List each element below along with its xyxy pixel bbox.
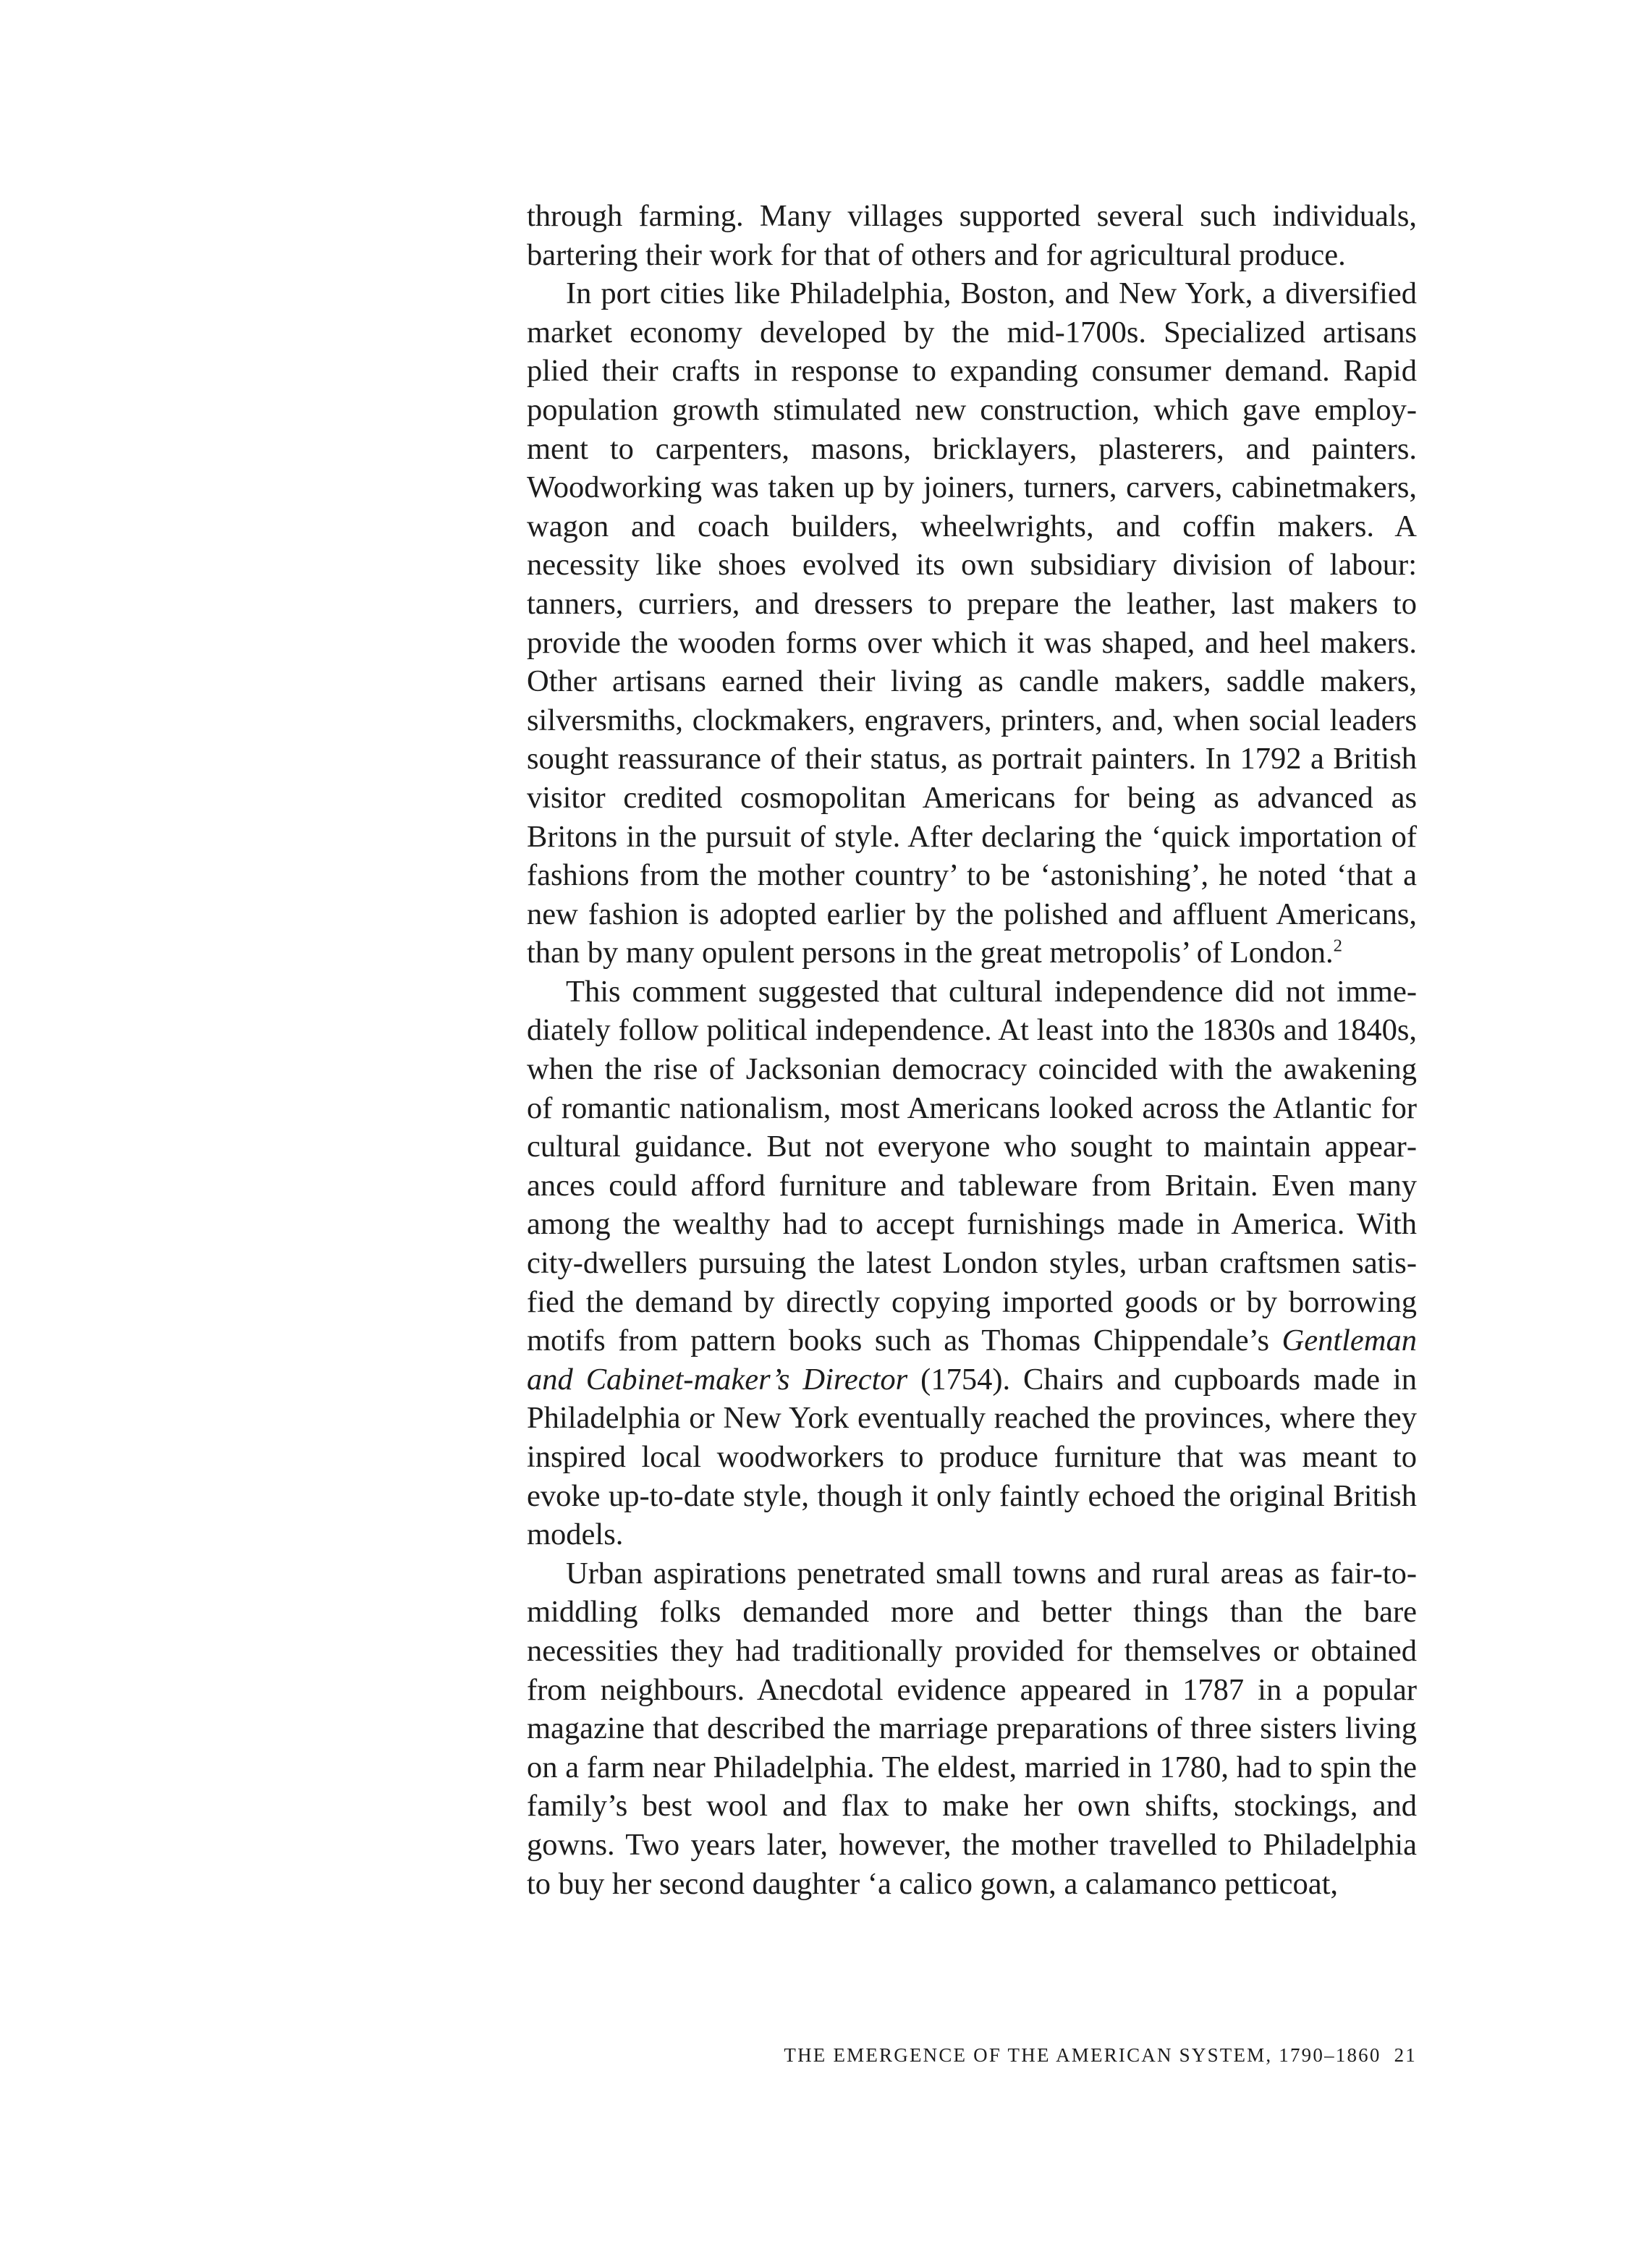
paragraph-port-cities [527,274,1417,973]
running-footer [784,2044,1417,2067]
paragraph-continued: through farming. Many villages supported several such individuals, bartering their work for that of others and for agricultural produce. [527,199,1417,272]
paragraph-text: This comment suggested that cultural independence did not immediately follow political independence. At least into the 1830s and 1840s, when the rise of Jacksonian democracy coincided with the awakening of romantic nationalism, most Americans looked across the Atlantic for cultural guidance. But not everyone who sought to maintain appearances could afford furniture and tableware from Britain. Even many among the wealthy had to accept furnishings made in America. With city-dwellers pursuing the latest London styles, urban craftsmen satisfied the demand by directly copying imported goods or by borrowing motifs from pattern books such as Thomas Chippendale’s [527,974,1417,1358]
book-title: Gentleman and Cabinet-maker’s Director [527,1323,1417,1397]
body-text [527,197,1417,1903]
paragraph-cultural-independence [527,973,1417,1554]
paragraph-text: In port cities like Philadelphia, Boston, and New York, a diversified market economy developed by the mid-1700s. Specialized artisans plied their crafts in response to expanding consumer demand. Rapid population growth stimulated new construction, which gave employment to carpenters, masons, bricklayers, plasterers, and painters. Woodworking was taken up by joiners, turners, carvers, cabinetmakers, wagon and coach builders, wheelwrights, and coffin makers. A necessity like shoes evolved its own subsidiary division of labour: tanners, curriers, and dressers to prepare the leather, last makers to provide the wooden forms over which it was shaped, and heel makers. Other artisans earned their living as candle makers, saddle makers, silversmiths, clockmakers, engravers, printers, and, when social leaders sought reassurance of their status, as portrait painters. In 1792 a British visitor credited cosmopolitan Americans for being as advanced as Britons in the pursuit of style. After declaring the ‘quick importation of fashions from the mother country’ to be ‘astonishing’, he noted ‘that a new fashion is adopted earlier by the polished and affluent Americans, than by many opulent persons in the great metropolis’ of London. [527,276,1417,970]
footnote-reference[interactable]: 2 [1333,936,1342,956]
page-number: 21 [1394,2044,1417,2066]
paragraph-text: (1754). Chairs and cupboards made in Philadelphia or New York eventually reached the provinces, where they inspired local woodworkers to produce furniture that was meant to evoke up-to-date style, though it only faintly echoed the original British models. [527,1362,1417,1552]
running-title: THE EMERGENCE OF THE AMERICAN SYSTEM, 1790–1860 [784,2044,1381,2066]
paragraph-urban-aspirations: Urban aspirations penetrated small towns and rural areas as fair-to-middling folks demanded more and better things than the bare necessities they had traditionally provided for themselves or obtained from neighbours. Anecdotal evidence appeared in 1787 in a popular magazine that described the marriage preparations of three sisters living on a farm near Philadelphia. The eldest, married in 1780, had to spin the family’s best wool and flax to make her own shifts, stockings, and gowns. Two years later, however, the mother travelled to Philadelphia to buy her second daughter ‘a calico gown, a calamanco petticoat, [527,1556,1417,1901]
